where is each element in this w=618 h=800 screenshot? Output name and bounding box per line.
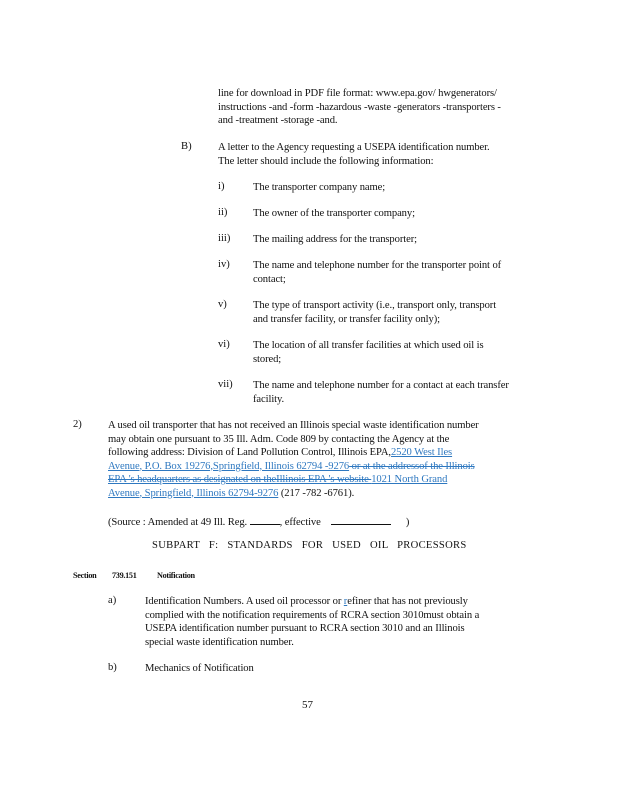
text-line: A used oil transporter that has not received an Illinois special waste identification number [108, 420, 479, 431]
paragraph-continuation [218, 87, 501, 128]
text-line: contact; [253, 273, 286, 285]
blank-effective-date [331, 514, 391, 525]
deleted-text: EPA 's headquarters as designated on theIllinois EPA 's website [108, 474, 372, 485]
plain-text: following address: Division of Land Pollution Control, Illinois EPA, [108, 447, 391, 458]
item-b-marker: B) [181, 141, 192, 152]
item-2-marker: 2) [73, 419, 82, 430]
section-label: Section [73, 571, 97, 580]
subitem-iv-marker: iv) [218, 259, 230, 270]
text-line: The owner of the transporter company; [253, 208, 415, 219]
inserted-text: r [343, 596, 348, 607]
subitem-vi-marker: vi) [218, 339, 230, 350]
text-line [145, 595, 479, 609]
text-line [108, 446, 479, 460]
subitem-ii-marker: ii) [218, 207, 228, 218]
source-suffix: ) [405, 517, 410, 528]
subitem-vii-text [253, 379, 509, 406]
text-line: The type of transport activity (i.e., transport only, transport [253, 300, 497, 311]
text-line: The location of all transfer facilities at which used oil is [253, 340, 484, 351]
text-line: and -treatment -storage -and. [218, 115, 338, 126]
text-line: facility. [253, 393, 285, 405]
blank-reg-page [250, 514, 280, 525]
subitem-iv-text [253, 259, 501, 286]
plain-text: Identification Numbers. A used oil processor or [145, 596, 344, 607]
item-b2-marker: b) [108, 662, 117, 673]
subitem-vii-marker: vii) [218, 379, 233, 390]
subitem-vi-text [253, 339, 484, 366]
subitem-v-marker: v) [218, 299, 227, 310]
text-line: The mailing address for the transporter; [253, 234, 417, 245]
page-number: 57 [302, 699, 313, 711]
inserted-text: Avenue, P.O. Box 19276,Springfield, Illinois 62794 -9276 [108, 460, 350, 472]
text-line: complied with the notification requirements of RCRA section 3010must obtain a [145, 609, 480, 621]
text-line: special waste identification number. [145, 636, 294, 648]
text-line: and transfer facility, or transfer facility only); [253, 313, 440, 325]
subitem-i-text [253, 181, 385, 195]
text-line: line for download in PDF file format: www.epa.gov/ hwgenerators/ [218, 88, 497, 99]
text-line [108, 487, 479, 501]
item-a-text [145, 595, 479, 649]
text-line [108, 460, 479, 474]
source-note [108, 514, 409, 530]
subitem-iii-text [253, 233, 417, 247]
section-number: 739.151 [112, 571, 137, 580]
inserted-text: Avenue, Springfield, Illinois 62794-9276 [108, 487, 279, 499]
item-a-marker: a) [108, 595, 117, 606]
text-line: may obtain one pursuant to 35 Ill. Adm. Code 809 by contacting the Agency at the [108, 433, 450, 445]
inserted-text: 2520 West Iles [390, 447, 453, 458]
item-b2-text: Mechanics of Notification [145, 663, 254, 674]
subitem-ii-text [253, 207, 415, 221]
source-prefix: (Source : Amended at 49 Ill. Reg. [108, 517, 248, 528]
text-line [108, 473, 479, 487]
plain-text: (217 -782 -6761). [278, 487, 355, 499]
text-line: stored; [253, 353, 282, 365]
source-middle: , effective [279, 517, 321, 528]
text-line: A letter to the Agency requesting a USEPA identification number. [218, 142, 490, 153]
section-title: Notification [157, 571, 195, 580]
text-line: instructions -and -form -hazardous -waste -generators -transporters - [218, 101, 501, 113]
item-b-text [218, 141, 490, 168]
subitem-v-text [253, 299, 496, 326]
subpart-heading: SUBPART F: STANDARDS FOR USED OIL PROCESSORS [152, 540, 467, 551]
item-2-text [108, 419, 479, 500]
text-line: USEPA identification number pursuant to RCRA section 3010 and an Illinois [145, 623, 465, 634]
inserted-text: 1021 North Grand [371, 474, 448, 485]
text-line: The name and telephone number for a contact at each transfer [253, 380, 509, 391]
text-line: The letter should include the following information: [218, 155, 434, 167]
text-line: The transporter company name; [253, 182, 386, 193]
deleted-text: or at the addressof the Illinois [349, 460, 475, 472]
plain-text: efiner that has not previously [347, 596, 468, 607]
subitem-i-marker: i) [218, 181, 225, 192]
subitem-iii-marker: iii) [218, 233, 231, 244]
text-line: The name and telephone number for the transporter point of [253, 260, 502, 271]
